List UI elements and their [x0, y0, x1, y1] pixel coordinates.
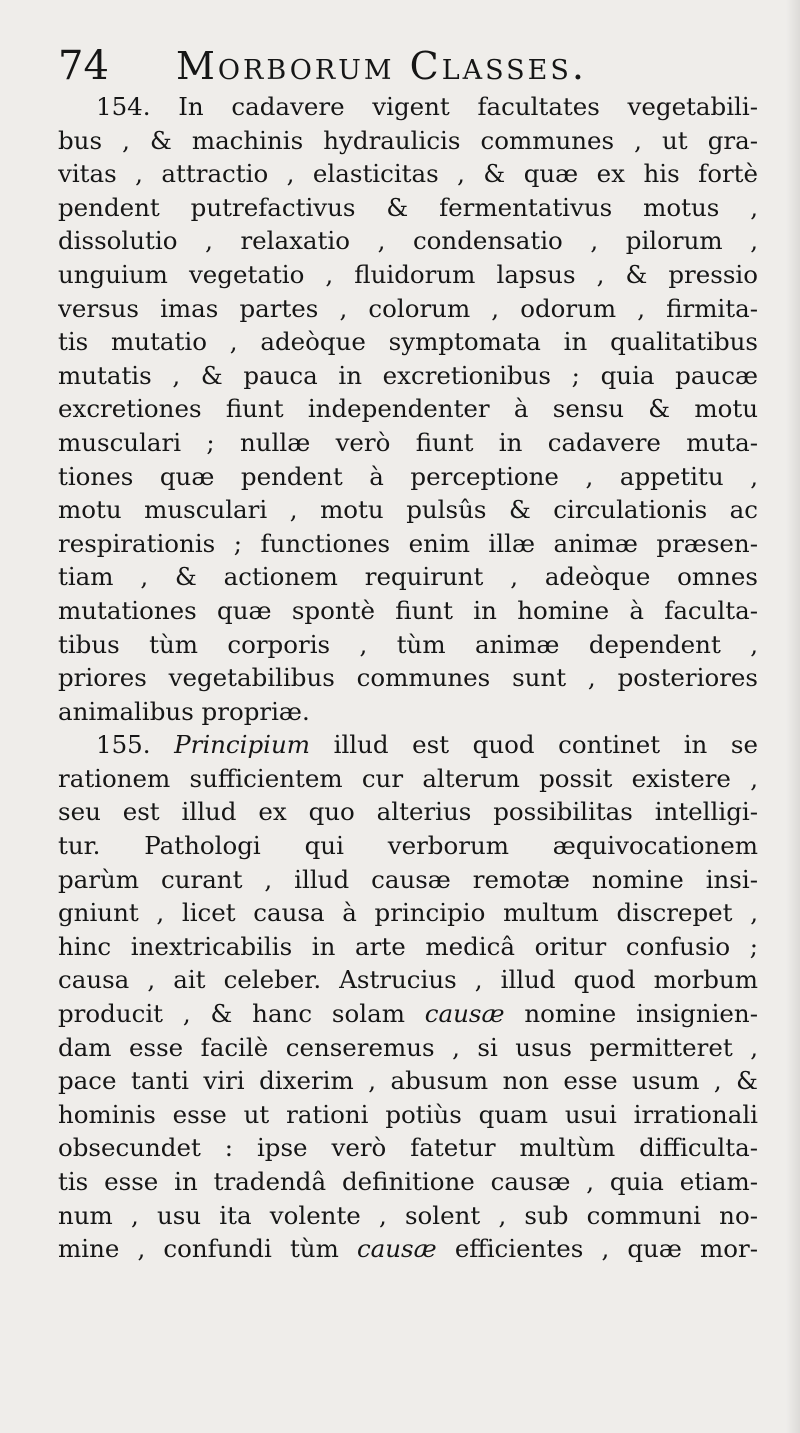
text-line: tis mutatio , adeòque symptomata in qualitatibus — [58, 327, 758, 357]
text-line: respirationis ; functiones enim illæ animæ præsen- — [58, 528, 758, 558]
text-line: rationem sufficientem cur alterum possit existere , — [58, 763, 758, 793]
text-line: tur. Pathologi qui verborum æquivocationem — [58, 831, 758, 861]
text-line: tis esse in tradendâ definitione causæ , quia etiam- — [58, 1167, 758, 1196]
text-line: num , usu ita volente , solent , sub communi no- — [58, 1200, 758, 1230]
page-header — [58, 42, 778, 90]
text-line: parùm curant , illud causæ remotæ nomine insi- — [58, 864, 758, 894]
text-line: causa , ait celeber. Astrucius , illud quod morbum — [58, 965, 758, 995]
text-line: dam esse facilè censeremus , si usus permitteret , — [58, 1032, 758, 1062]
text-span: producit , & hanc solam — [58, 999, 425, 1029]
italic-term: Principium — [174, 730, 311, 760]
paragraph-number: 155. — [96, 730, 175, 760]
text-span: efficientes , quæ mor- — [436, 1234, 758, 1264]
text-line: pace tanti viri dixerim , abusum non esse usum , & — [58, 1066, 758, 1096]
text-line: obsecundet : ipse verò fatetur multùm difficulta- — [58, 1133, 758, 1163]
text-line: hinc inextricabilis in arte medicâ oritur confusio ; — [58, 931, 758, 961]
text-line: bus , & machinis hydraulicis communes , ut gra- — [58, 125, 758, 155]
text-line: motu musculari , motu pulsûs & circulationis ac — [58, 495, 758, 525]
text-line: dissolutio , relaxatio , condensatio , pilorum , — [58, 226, 758, 256]
text-line — [58, 997, 758, 1031]
text-span: mine , confundi tùm — [58, 1234, 357, 1264]
text-line: priores vegetabilibus communes sunt , posteriores — [58, 663, 758, 693]
text-line — [58, 728, 758, 762]
text-line: pendent putrefactivus & fermentativus motus , — [58, 192, 758, 222]
text-line: seu est illud ex quo alterius possibilitas intelligi- — [58, 797, 758, 827]
text-span: illud est quod continet in se — [310, 730, 758, 760]
text-line: mutatis , & pauca in excretionibus ; quia paucæ — [58, 360, 758, 390]
text-line: tiones quæ pendent à perceptione , appetitu , — [58, 461, 758, 491]
text-line — [58, 1232, 758, 1266]
text-line: animalibus propriæ. — [58, 696, 310, 726]
italic-term: causæ — [356, 1234, 437, 1264]
text-line: hominis esse ut rationi potiùs quam usui irrationali — [58, 1099, 758, 1129]
text-line: unguium vegetatio , fluidorum lapsus , & pressio — [58, 259, 758, 289]
page-edge-shadow — [786, 0, 800, 1433]
running-head: Morborum Classes. — [176, 44, 587, 88]
text-line: tiam , & actionem requirunt , adeòque omnes — [58, 562, 758, 592]
text-line: musculari ; nullæ verò fiunt in cadavere muta- — [58, 427, 758, 457]
text-line: excretiones fiunt independenter à sensu & motu — [58, 394, 758, 424]
page-number: 74 — [58, 43, 109, 89]
italic-term: causæ — [424, 999, 505, 1029]
body-text — [58, 90, 758, 1410]
text-line: gniunt , licet causa à principio multum discrepet , — [58, 898, 758, 928]
text-line: versus imas partes , colorum , odorum , firmita- — [58, 293, 758, 323]
text-line: 154. In cadavere vigent facultates vegetabili- — [96, 92, 758, 121]
text-line: mutationes quæ spontè fiunt in homine à faculta- — [58, 595, 758, 625]
text-line: vitas , attractio , elasticitas , & quæ ex his fortè — [58, 159, 758, 189]
text-line: tibus tùm corporis , tùm animæ dependent , — [58, 629, 758, 659]
text-span: nomine insignien- — [504, 999, 758, 1029]
